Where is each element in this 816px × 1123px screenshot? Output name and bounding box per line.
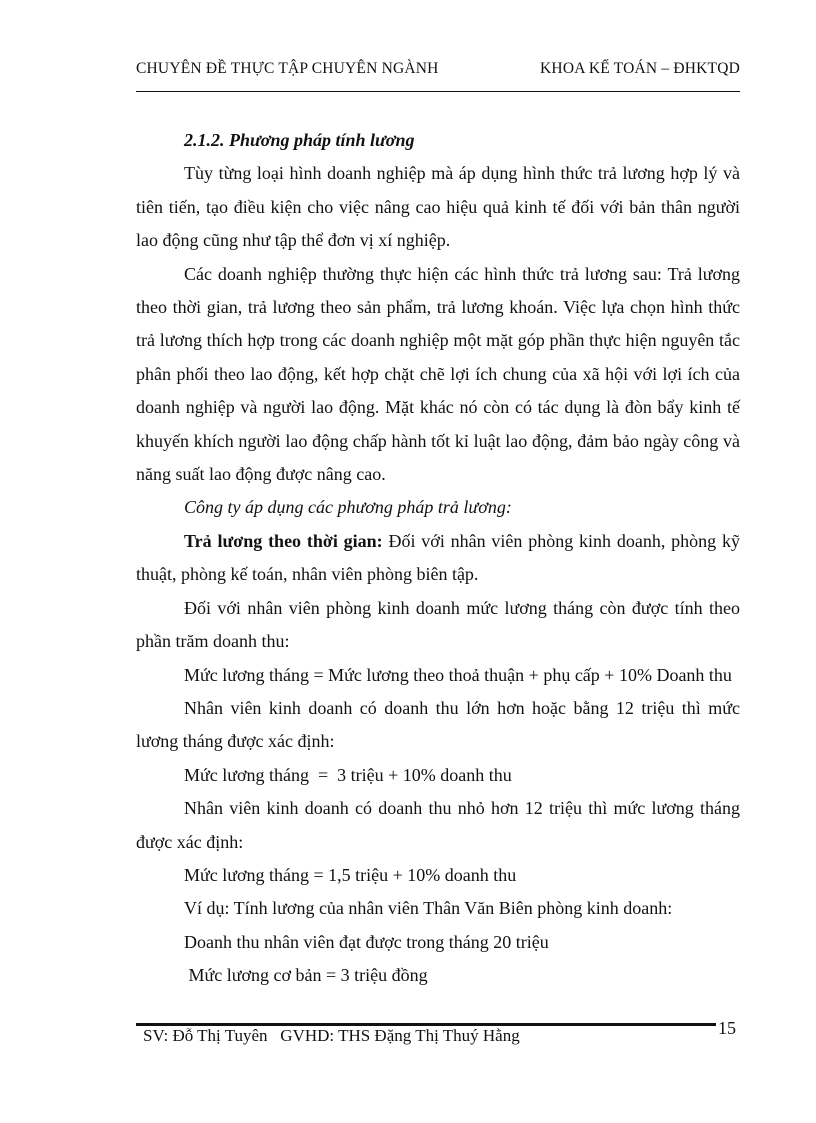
- paragraph-9: Nhân viên kinh doanh có doanh thu nhỏ hơn 12 triệu thì mức lương tháng được xác định:: [136, 798, 740, 852]
- section-heading: 2.1.2. Phương pháp tính lương: [184, 130, 415, 150]
- page-header: [136, 60, 740, 78]
- header-rule: [136, 91, 740, 92]
- paragraph-1: Tùy từng loại hình doanh nghiệp mà áp dụng hình thức trả lương hợp lý và tiên tiến, tạo điều kiện cho việc nâng cao hiệu quả kinh tế đối với bản thân người lao động cũng như tập thể đơn vị xí nghiệp.: [136, 163, 740, 251]
- paragraph-4: [136, 525, 740, 592]
- paragraph-7: Nhân viên kinh doanh có doanh thu lớn hơn hoặc bằng 12 triệu thì mức lương tháng được xác định:: [136, 697, 740, 752]
- paragraph-12: Doanh thu nhân viên đạt được trong tháng 20 triệu: [184, 931, 549, 952]
- paragraph-8: Mức lương tháng = 3 triệu + 10% doanh thu: [184, 764, 512, 785]
- paragraph-3: Công ty áp dụng các phương pháp trả lương:: [184, 497, 512, 518]
- page-number: 15: [718, 1018, 736, 1038]
- header-left-title: CHUYÊN ĐỀ THỰC TẬP CHUYÊN NGÀNH: [136, 60, 439, 77]
- paragraph-11: Ví dụ: Tính lương của nhân viên Thân Văn Biên phòng kinh doanh:: [184, 898, 673, 919]
- document-body: [136, 124, 740, 993]
- paragraph-2: Các doanh nghiệp thường thực hiện các hình thức trả lương sau: Trả lương theo thời gian, trả lương theo sản phẩm, trả lương khoán. Việc lựa chọn hình thức trả lương thích hợp trong các doanh nghiệp một mặt góp phần thực hiện nguyên tắc phân phối theo lao động, kết hợp chặt chẽ lợi ích chung của xã hội với lợi ích của doanh nghiệp và người lao động. Mặt khác nó còn có tác dụng là đòn bẩy kinh tế khuyến khích người lao động chấp hành tốt kỉ luật lao động, đảm bảo ngày công và năng suất lao động được nâng cao.: [136, 263, 740, 485]
- paragraph-6: Mức lương tháng = Mức lương theo thoả thuận + phụ cấp + 10% Doanh thu: [184, 664, 732, 685]
- footer-author: SV: Đỗ Thị Tuyên GVHD: THS Đặng Thị Thuý Hằng: [143, 1026, 520, 1045]
- paragraph-13: Mức lương cơ bản = 3 triệu đồng: [184, 965, 428, 986]
- paragraph-5: Đối với nhân viên phòng kinh doanh mức lương tháng còn được tính theo phần trăm doanh thu:: [136, 597, 740, 652]
- paragraph-4-rest: Đối với nhân viên phòng kinh doanh, phòng kỹ thuật, phòng kế toán, nhân viên phòng biên tập.: [136, 530, 740, 585]
- header-right-title: KHOA KẾ TOÁN – ĐHKTQD: [540, 60, 740, 77]
- paragraph-4-bold: Trả lương theo thời gian:: [184, 530, 383, 551]
- paragraph-10: Mức lương tháng = 1,5 triệu + 10% doanh thu: [184, 864, 517, 885]
